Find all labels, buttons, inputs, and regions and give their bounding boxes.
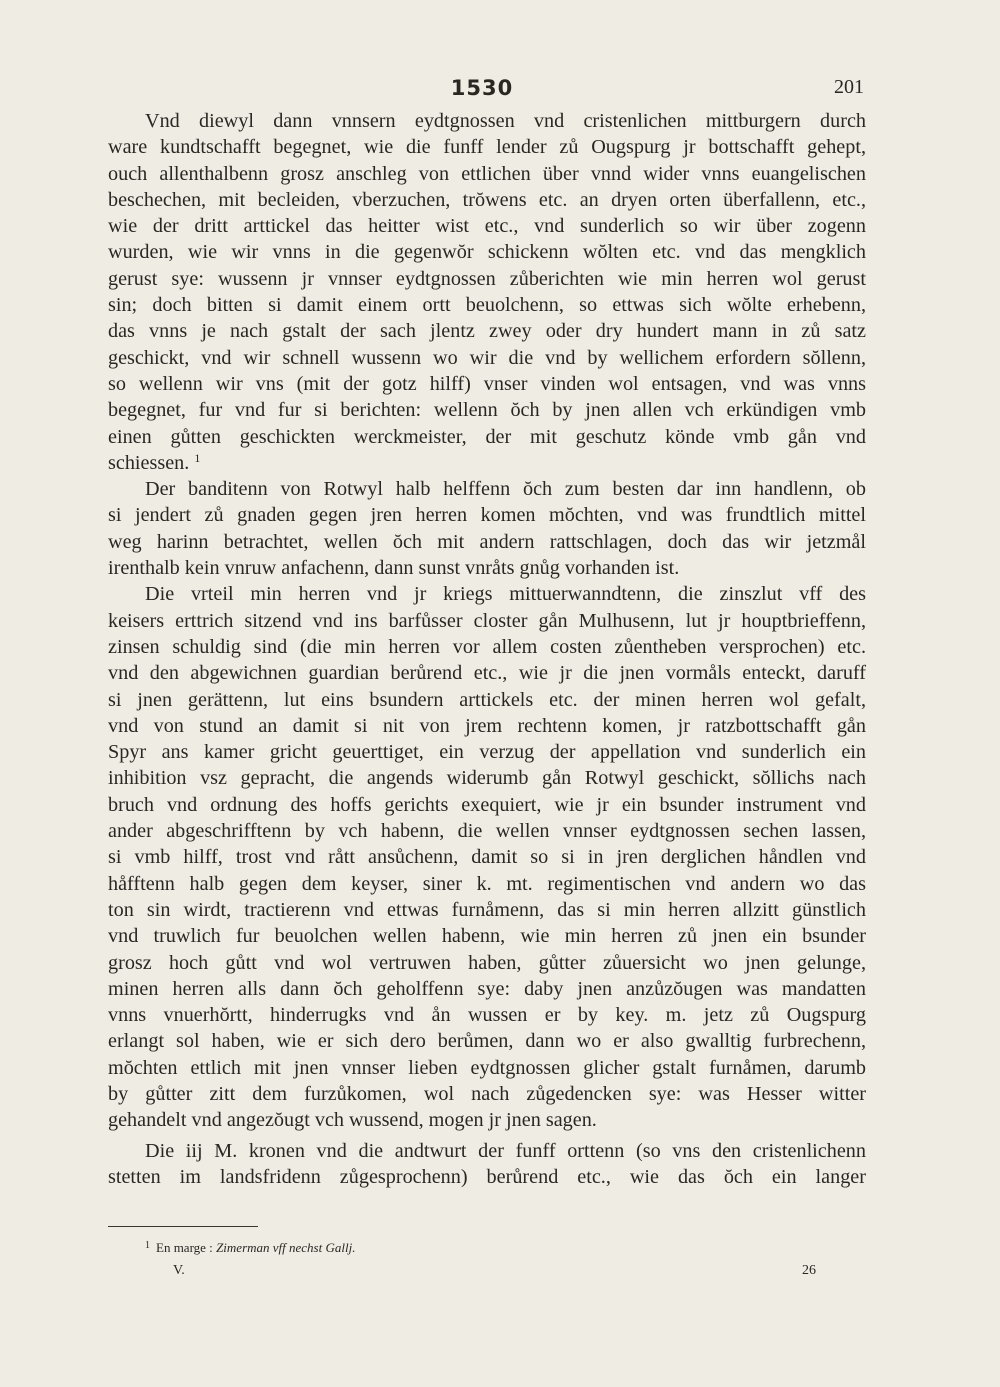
footnote-prefix: En marge : (156, 1240, 213, 1255)
text-line: gerust sye: wussenn jr vnnser eydtgnossen zůberichten wie min herren wol gerust (108, 267, 866, 290)
text-line: weg harinn betrachtet, wellen ŏch mit andern rattschlagen, doch das wir jetzmål (108, 530, 866, 553)
text-line (108, 450, 866, 476)
text-line: ton sin wirdt, tractierenn vnd ettwas furnåmenn, das si min herren allzitt günstlich (108, 898, 866, 921)
text-line: ander abgeschrifftenn by vch habenn, die wellen vnnser eydtgnossen sechen lassen, (108, 820, 866, 843)
text-line: begegnet, fur vnd fur si berichten: wellenn ŏch by jnen allen vch erkündigen vmb (108, 399, 866, 422)
paragraph-2 (108, 476, 866, 581)
text-line: inhibition vsz gepracht, die angends widerumb gån Rotwyl geschickt, sŏllichs nach (108, 767, 866, 790)
text-line: Die vrteil min herren vnd jr kriegs mittuerwanndtenn, die zinszlut vff des (145, 583, 866, 606)
text-line-content: schiessen. (108, 451, 190, 474)
text-line: vnd den abgewichnen guardian berůrend etc., wie jr die jnen vormåls enteckt, daruff (108, 662, 866, 685)
footnote-text: Zimerman vff nechst Gallj. (216, 1240, 356, 1255)
text-line: stetten im landsfridenn zůgesprochenn) berůrend etc., wie das ŏch ein langer (108, 1165, 866, 1188)
page-number: 201 (834, 76, 864, 98)
page-header-year: 1530 (450, 76, 514, 100)
text-line: das vnns je nach gstalt der sach jlentz zwey oder dry hundert mann in zů satz (108, 320, 866, 343)
text-line: vnd von stund an damit si nit von jrem rechtenn komen, jr ratzbottschafft gån (108, 714, 866, 737)
text-line: Der banditenn von Rotwyl halb helffenn ŏch zum besten dar inn handlenn, ob (145, 478, 866, 501)
text-line: erlangt sol haben, wie er sich dero berůmen, dann wo er also gwalltig furbrechenn, (108, 1030, 866, 1053)
paragraph-4 (108, 1138, 866, 1191)
footnote-reference: 1 (194, 450, 201, 465)
text-line: minen herren alls dann ŏch geholffenn sye: daby jnen anzůzŏugen was mandatten (108, 977, 866, 1000)
text-line: beschechen, mit becleiden, vberzuchen, trŏwens etc. an dryen orten überfallenn, etc., (108, 188, 866, 211)
text-line: ouch allenthalbenn grosz anschleg von ettlichen über vnnd wider vnns euangelischen (108, 162, 866, 185)
signature-mark: V. (173, 1263, 185, 1278)
text-line: by gůtter zitt dem furzůkomen, wol nach zůgedencken sye: was Hesser witter (108, 1082, 866, 1105)
text-line: wurden, wie wir vnns in die gegenwŏr schickenn wŏlten etc. vnd das mengklich (108, 241, 866, 264)
text-line: ware kundtschafft begegnet, wie die funff lender zů Ougspurg jr bottschafft gehept, (108, 136, 866, 159)
text-line: zinsen schuldig sind (die min herren vor allem costen zůentheben versprochen) etc. (108, 635, 866, 658)
text-line: vnns vnuerhŏrtt, hinderrugks vnd ån wussen er by key. m. jetz zů Ougspurg (108, 1004, 866, 1027)
text-line: wie der dritt arttickel das heitter wist etc., vnd sunderlich so wir über zogenn (108, 215, 866, 238)
text-line: so wellenn wir vns (mit der gotz hilff) vnser vinden wol entsagen, vnd was vnns (108, 372, 866, 395)
text-line: si jendert zů gnaden gegen jren herren komen mŏchten, vnd was frundtlich mittel (108, 504, 866, 527)
sheet-number: 26 (802, 1263, 816, 1278)
footnote-number: 1 (145, 1240, 150, 1251)
text-line: geschickt, vnd wir schnell wussenn wo wir die vnd by wellichem erfordern sŏllenn, (108, 346, 866, 369)
text-line: si vmb hilff, trost vnd rått ansůchenn, damit so si in jren derglichen håndlen vnd (108, 846, 866, 869)
body-text (108, 108, 866, 1190)
text-line: mŏchten ettlich mit jnen vnnser lieben eydtgnossen glicher gstalt furnåmen, darumb (108, 1056, 866, 1079)
text-line: gehandelt vnd angezŏugt vch wussend, mogen jr jnen sagen. (108, 1109, 597, 1132)
footnote (145, 1240, 355, 1256)
text-line: Spyr ans kamer gricht geuerttiget, ein verzug der appellation vnd sunderlich ein (108, 741, 866, 764)
text-line: irenthalb kein vnruw anfachenn, dann sunst vnråts gnůg vorhanden ist. (108, 557, 680, 580)
text-line: vnd truwlich fur beuolchen wellen habenn, wie min herren zů jnen ein bsunder (108, 925, 866, 948)
text-line: sin; doch bitten si damit einem ortt beuolchenn, so ettwas sich wŏlte erhebenn, (108, 294, 866, 317)
text-line: keisers erttrich sitzend vnd ins barfůsser closter gån Mulhusenn, lut jr houptbrieffenn, (108, 609, 866, 632)
text-line: grosz hoch gůtt vnd wol vertruwen haben, gůtter zůuersicht wo jnen gelunge, (108, 951, 866, 974)
text-line: håfftenn halb gegen dem keyser, siner k. mt. regimentischen vnd andern wo das (108, 872, 866, 895)
text-line: bruch vnd ordnung des hoffs gerichts exequiert, wie jr ein bsunder instrument vnd (108, 793, 866, 816)
paragraph-1 (108, 108, 866, 476)
text-line: Vnd diewyl dann vnnsern eydtgnossen vnd cristenlichen mittburgern durch (145, 110, 866, 132)
text-line: si jnen gerättenn, lut eins bsundern arttickels etc. der minen herren wol gefalt, (108, 688, 866, 711)
footnote-divider (108, 1226, 258, 1227)
text-line: einen gůtten geschickten werckmeister, der mit geschutz könde vmb gån vnd (108, 425, 866, 448)
text-line: Die iij M. kronen vnd die andtwurt der funff orttenn (so vns den cristenlichenn (145, 1139, 866, 1162)
paragraph-3 (108, 581, 866, 1133)
